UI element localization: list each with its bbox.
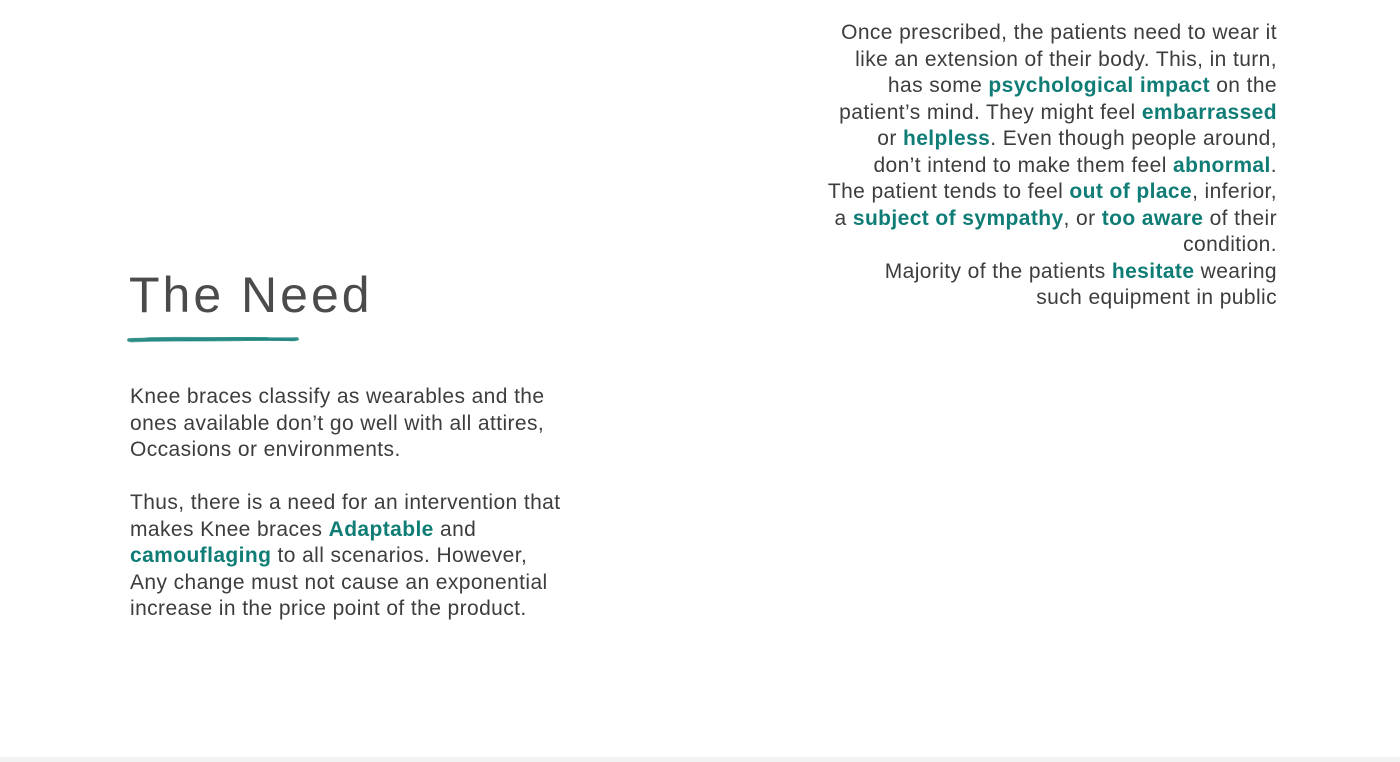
text-line [828, 100, 1277, 127]
text-line [828, 153, 1277, 180]
text-line [828, 179, 1277, 206]
text-line [828, 126, 1277, 153]
text-segment: Any change must not cause an exponential [130, 570, 548, 594]
highlighted-text: out of place [1069, 180, 1193, 203]
highlighted-text: psychological impact [988, 74, 1210, 97]
text-line [130, 437, 544, 464]
text-segment: Majority of the patients [884, 259, 1112, 283]
text-segment: a [834, 206, 853, 230]
text-segment: , inferior, [1192, 180, 1277, 203]
text-segment: on the [1209, 74, 1277, 97]
text-line [828, 20, 1277, 47]
text-segment: such equipment in public [1036, 286, 1277, 309]
text-segment: has some [887, 74, 989, 97]
highlighted-text: hesitate [1111, 259, 1195, 283]
text-line [828, 206, 1277, 233]
brush-underline-icon [127, 333, 299, 345]
bottom-edge-strip [0, 757, 1400, 762]
text-line [828, 73, 1277, 100]
text-line [130, 570, 560, 597]
text-segment: of their [1203, 206, 1277, 230]
text-line [130, 543, 560, 570]
text-segment: and [433, 517, 477, 541]
highlighted-text: camouflaging [130, 544, 272, 567]
text-line [130, 490, 560, 517]
text-line [828, 232, 1277, 259]
text-segment: Once prescribed, the patients need to wear it [841, 21, 1277, 44]
text-line [828, 285, 1277, 312]
text-segment: or [877, 127, 903, 150]
text-segment: to all scenarios. However, [271, 544, 528, 567]
text-line [828, 259, 1277, 286]
text-segment: increase in the price point of the product. [130, 597, 527, 620]
text-segment: patient’s mind. They might feel [839, 100, 1142, 124]
text-segment: ones available don’t go well with all attires, [130, 411, 545, 435]
text-segment: Occasions or environments. [130, 438, 401, 461]
highlighted-text: subject of sympathy [852, 206, 1064, 230]
left-paragraph-2 [130, 490, 560, 623]
text-segment: condition. [1183, 233, 1277, 256]
text-segment: . Even though people around, [990, 127, 1277, 150]
page-title: The Need [129, 267, 373, 323]
text-segment: Knee braces classify as wearables and the [130, 385, 545, 408]
right-paragraph [828, 20, 1277, 312]
text-segment: wearing [1194, 259, 1277, 283]
text-segment: makes Knee braces [130, 517, 329, 541]
highlighted-text: helpless [902, 127, 991, 150]
highlighted-text: abnormal [1173, 153, 1271, 177]
highlighted-text: Adaptable [328, 517, 434, 541]
text-segment: . [1270, 153, 1277, 177]
text-segment: , or [1063, 206, 1102, 230]
text-line [130, 596, 560, 623]
text-segment: like an extension of their body. This, in turn, [855, 47, 1277, 71]
text-line [828, 47, 1277, 74]
left-paragraph-1 [130, 384, 544, 464]
text-segment: don’t intend to make them feel [873, 153, 1174, 177]
text-line [130, 384, 544, 411]
highlighted-text: too aware [1101, 206, 1204, 230]
text-segment: Thus, there is a need for an intervention that [130, 491, 561, 514]
text-segment: The patient tends to feel [827, 180, 1070, 203]
text-line [130, 411, 544, 438]
highlighted-text: embarrassed [1141, 100, 1277, 124]
text-line [130, 517, 560, 544]
